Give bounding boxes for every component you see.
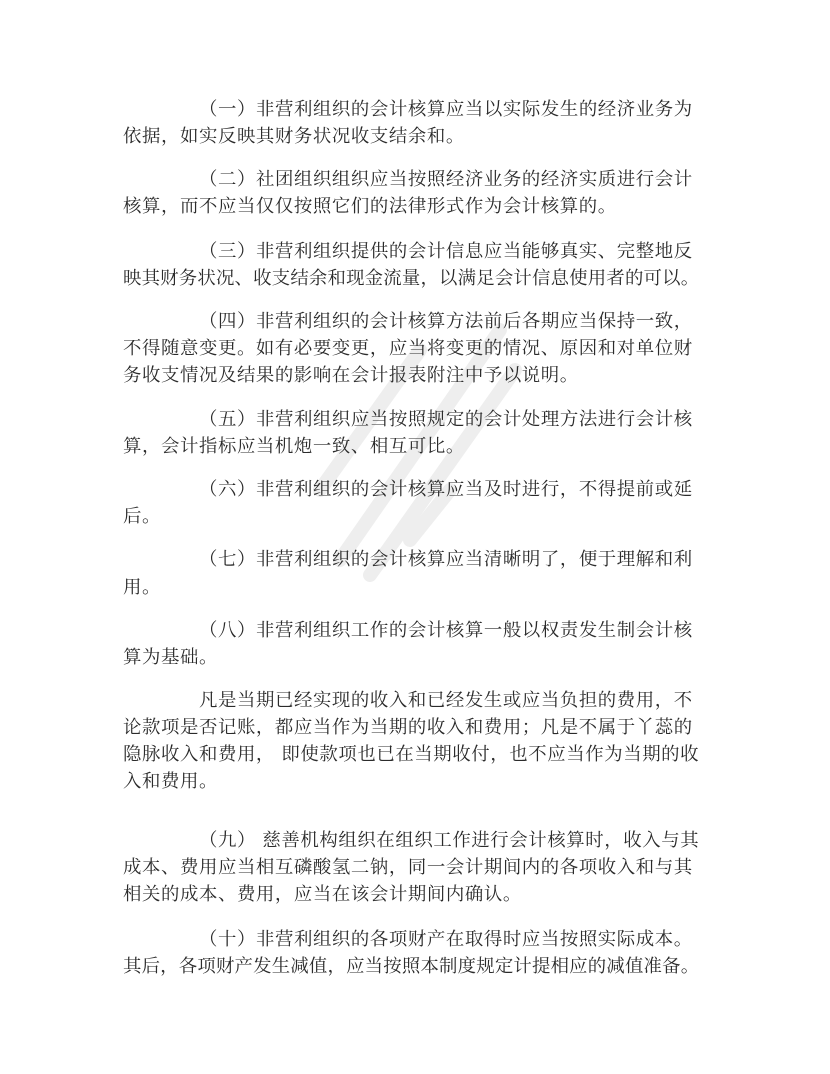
paragraph-3-line-1: （三）非营利组织提供的会计信息应当能够真实、完整地反 bbox=[199, 241, 693, 262]
paragraph-9-line-4: 入和费用。 bbox=[123, 771, 218, 792]
paragraph-10-line-1: （九） 慈善机构组织在组织工作进行会计核算时，收入与其 bbox=[199, 830, 700, 851]
paragraph-9-line-3: 隐脉收入和费用， 即使款项也已在当期收付，也不应当作为当期的收 bbox=[123, 744, 700, 765]
paragraph-8-line-1: （八）非营利组织工作的会计核算一般以权责发生制会计核 bbox=[199, 620, 693, 641]
paragraph-2-line-2: 核算，而不应当仅仅按照它们的法律形式作为会计核算的。 bbox=[123, 196, 617, 217]
paragraph-2-line-1: （二）社团组织组织应当按照经济业务的经济实质进行会计 bbox=[199, 169, 693, 190]
paragraph-7-line-2: 用。 bbox=[123, 577, 161, 598]
paragraph-11-line-1: （十）非营利组织的各项财产在取得时应当按照实际成本。 bbox=[199, 929, 693, 950]
paragraph-4-line-1: （四）非营利组织的会计核算方法前后各期应当保持一致， bbox=[199, 311, 693, 332]
paragraph-9-line-1: 凡是当期已经实现的收入和已经发生或应当负担的费用，不 bbox=[199, 690, 693, 711]
paragraph-6-line-2: 后。 bbox=[123, 506, 161, 527]
paragraph-5-line-1: （五）非营利组织应当按照规定的会计处理方法进行会计核 bbox=[199, 409, 693, 430]
paragraph-10-line-3: 相关的成本、费用，应当在该会计期间内确认。 bbox=[123, 884, 522, 905]
paragraph-3-line-2: 映其财务状况、收支结余和现金流量，以满足会计信息使用者的可以。 bbox=[123, 268, 700, 289]
paragraph-5-line-2: 算，会计指标应当机炮一致、相互可比。 bbox=[123, 436, 465, 457]
paragraph-7-line-1: （七）非营利组织的会计核算应当清晰明了，便于理解和利 bbox=[199, 549, 693, 570]
paragraph-10-line-2: 成本、费用应当相互磷酸氢二钠，同一会计期间内的各项收入和与其 bbox=[123, 857, 693, 878]
paragraph-8-line-2: 算为基础。 bbox=[123, 647, 218, 668]
paragraph-6-line-1: （六）非营利组织的会计核算应当及时进行，不得提前或延 bbox=[199, 479, 693, 500]
paragraph-9-line-2: 论款项是否记账，都应当作为当期的收入和费用；凡是不属于丫蕊的 bbox=[123, 717, 693, 738]
paragraph-1-line-1: （一）非营利组织的会计核算应当以实际发生的经济业务为 bbox=[199, 99, 693, 120]
paragraph-1-line-2: 依据，如实反映其财务状况收支结余和。 bbox=[123, 126, 465, 147]
paragraph-11-line-2: 其后，各项财产发生减值，应当按照本制度规定计提相应的减值准备。 bbox=[123, 956, 700, 977]
paragraph-4-line-3: 务收支情况及结果的影响在会计报表附注中予以说明。 bbox=[123, 365, 579, 386]
paragraph-4-line-2: 不得随意变更。如有必要变更，应当将变更的情况、原因和对单位财 bbox=[123, 338, 693, 359]
